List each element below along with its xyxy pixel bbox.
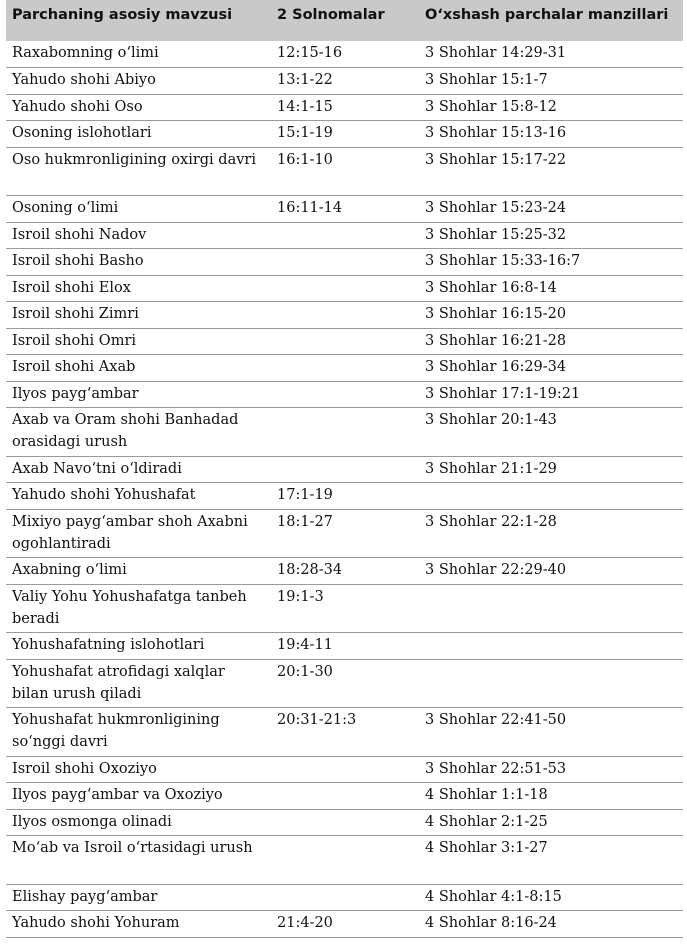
- table-row: [6, 756, 683, 783]
- cell-topic: Yohushafatning islohotlari: [6, 633, 271, 660]
- cell-topic: Yahudo shohi Yohushafat: [6, 483, 271, 510]
- cell-parallels: 4 Shohlar 1:1-18: [419, 783, 683, 810]
- cell-parallels: [419, 633, 683, 660]
- cell-parallels: 3 Shohlar 16:8-14: [419, 275, 683, 302]
- cell-topic: Yahudo shohi Yohuram: [6, 911, 271, 938]
- table-row: [6, 911, 683, 938]
- cell-topic: Ilyos payg‘ambar: [6, 381, 271, 408]
- table-row: [6, 659, 683, 708]
- cell-chronicles: 12:15-16: [271, 41, 419, 68]
- table-row: [6, 381, 683, 408]
- table-row: [6, 633, 683, 660]
- cell-parallels: 4 Shohlar 8:16-24: [419, 911, 683, 938]
- cell-parallels: 3 Shohlar 15:23-24: [419, 196, 683, 223]
- cell-chronicles: [271, 884, 419, 911]
- table-row: [6, 147, 683, 196]
- table-row: [6, 558, 683, 585]
- cell-chronicles: [271, 328, 419, 355]
- cell-chronicles: [271, 249, 419, 276]
- cell-parallels: 3 Shohlar 20:1-43: [419, 408, 683, 457]
- table-row: [6, 783, 683, 810]
- cell-topic: Osoning islohotlari: [6, 121, 271, 148]
- cell-chronicles: 19:1-3: [271, 584, 419, 633]
- cell-parallels: 3 Shohlar 22:41-50: [419, 708, 683, 757]
- cell-chronicles: 15:1-19: [271, 121, 419, 148]
- table-row: [6, 249, 683, 276]
- table-row: [6, 196, 683, 223]
- table-row: [6, 222, 683, 249]
- cell-chronicles: 18:1-27: [271, 509, 419, 558]
- cell-topic: Oso hukmronligining oxirgi davri: [6, 147, 271, 196]
- cell-parallels: 3 Shohlar 15:13-16: [419, 121, 683, 148]
- cell-parallels: 3 Shohlar 14:29-31: [419, 41, 683, 68]
- table-row: [6, 584, 683, 633]
- table-row: [6, 836, 683, 885]
- cell-parallels: 3 Shohlar 15:1-7: [419, 68, 683, 95]
- cell-chronicles: 18:28-34: [271, 558, 419, 585]
- cell-parallels: [419, 659, 683, 708]
- table-row: [6, 509, 683, 558]
- cell-chronicles: [271, 381, 419, 408]
- cell-parallels: 3 Shohlar 15:25-32: [419, 222, 683, 249]
- cell-topic: Isroil shohi Zimri: [6, 302, 271, 329]
- cell-parallels: 4 Shohlar 4:1-8:15: [419, 884, 683, 911]
- cell-chronicles: 19:4-11: [271, 633, 419, 660]
- cell-chronicles: 17:1-19: [271, 483, 419, 510]
- parallel-passages-table: [6, 0, 683, 938]
- cell-chronicles: 21:4-20: [271, 911, 419, 938]
- cell-topic: Ilyos osmonga olinadi: [6, 809, 271, 836]
- cell-parallels: 3 Shohlar 22:51-53: [419, 756, 683, 783]
- cell-chronicles: 16:1-10: [271, 147, 419, 196]
- cell-parallels: 3 Shohlar 16:15-20: [419, 302, 683, 329]
- cell-chronicles: 14:1-15: [271, 94, 419, 121]
- cell-chronicles: [271, 302, 419, 329]
- cell-topic: Yahudo shohi Abiyo: [6, 68, 271, 95]
- cell-parallels: 3 Shohlar 17:1-19:21: [419, 381, 683, 408]
- cell-parallels: 3 Shohlar 15:8-12: [419, 94, 683, 121]
- table-row: [6, 456, 683, 483]
- cell-chronicles: [271, 275, 419, 302]
- cell-topic: Osoning o‘limi: [6, 196, 271, 223]
- cell-chronicles: [271, 222, 419, 249]
- table-row: [6, 41, 683, 68]
- cell-parallels: [419, 584, 683, 633]
- cell-topic: Isroil shohi Basho: [6, 249, 271, 276]
- cell-parallels: 3 Shohlar 21:1-29: [419, 456, 683, 483]
- cell-topic: Isroil shohi Omri: [6, 328, 271, 355]
- cell-chronicles: 20:1-30: [271, 659, 419, 708]
- cell-chronicles: [271, 408, 419, 457]
- cell-chronicles: [271, 456, 419, 483]
- table-row: [6, 809, 683, 836]
- table-body: [6, 41, 683, 937]
- cell-topic: Mixiyo payg‘ambar shoh Axabni ogohlantiradi: [6, 509, 271, 558]
- cell-chronicles: 20:31-21:3: [271, 708, 419, 757]
- cell-topic: Ilyos payg‘ambar va Oxoziyo: [6, 783, 271, 810]
- cell-chronicles: [271, 809, 419, 836]
- cell-parallels: 4 Shohlar 3:1-27: [419, 836, 683, 885]
- table-row: [6, 302, 683, 329]
- cell-topic: Axab va Oram shohi Banhadad orasidagi urush: [6, 408, 271, 457]
- header-chronicles: 2 Solnomalar: [271, 0, 419, 41]
- cell-topic: Yohushafat atrofidagi xalqlar bilan urush qiladi: [6, 659, 271, 708]
- table-row: [6, 884, 683, 911]
- cell-topic: Mo‘ab va Isroil o‘rtasidagi urush: [6, 836, 271, 885]
- cell-topic: Isroil shohi Elox: [6, 275, 271, 302]
- table-header: [6, 0, 683, 41]
- cell-parallels: 3 Shohlar 22:1-28: [419, 509, 683, 558]
- cell-parallels: 4 Shohlar 2:1-25: [419, 809, 683, 836]
- cell-chronicles: 13:1-22: [271, 68, 419, 95]
- cell-parallels: 3 Shohlar 22:29-40: [419, 558, 683, 585]
- cell-topic: Yahudo shohi Oso: [6, 94, 271, 121]
- cell-topic: Yohushafat hukmronligining so‘nggi davri: [6, 708, 271, 757]
- cell-chronicles: 16:11-14: [271, 196, 419, 223]
- table-row: [6, 68, 683, 95]
- header-topic: Parchaning asosiy mavzusi: [6, 0, 271, 41]
- parallel-passages-table-container: [6, 0, 683, 943]
- cell-parallels: 3 Shohlar 15:33-16:7: [419, 249, 683, 276]
- cell-chronicles: [271, 836, 419, 885]
- cell-topic: Isroil shohi Oxoziyo: [6, 756, 271, 783]
- cell-topic: Axab Navo‘tni o‘ldiradi: [6, 456, 271, 483]
- table-row: [6, 121, 683, 148]
- header-row: [6, 0, 683, 41]
- cell-parallels: [419, 483, 683, 510]
- cell-parallels: 3 Shohlar 16:29-34: [419, 355, 683, 382]
- table-row: [6, 408, 683, 457]
- table-row: [6, 94, 683, 121]
- header-parallels: O‘xshash parchalar manzillari: [419, 0, 683, 41]
- cell-parallels: 3 Shohlar 15:17-22: [419, 147, 683, 196]
- cell-topic: Axabning o‘limi: [6, 558, 271, 585]
- cell-chronicles: [271, 783, 419, 810]
- table-row: [6, 708, 683, 757]
- cell-topic: Isroil shohi Nadov: [6, 222, 271, 249]
- cell-topic: Raxabomning o‘limi: [6, 41, 271, 68]
- table-row: [6, 328, 683, 355]
- cell-topic: Elishay payg‘ambar: [6, 884, 271, 911]
- cell-topic: Isroil shohi Axab: [6, 355, 271, 382]
- cell-chronicles: [271, 756, 419, 783]
- cell-parallels: 3 Shohlar 16:21-28: [419, 328, 683, 355]
- cell-chronicles: [271, 355, 419, 382]
- table-row: [6, 275, 683, 302]
- table-row: [6, 483, 683, 510]
- cell-topic: Valiy Yohu Yohushafatga tanbeh beradi: [6, 584, 271, 633]
- table-row: [6, 355, 683, 382]
